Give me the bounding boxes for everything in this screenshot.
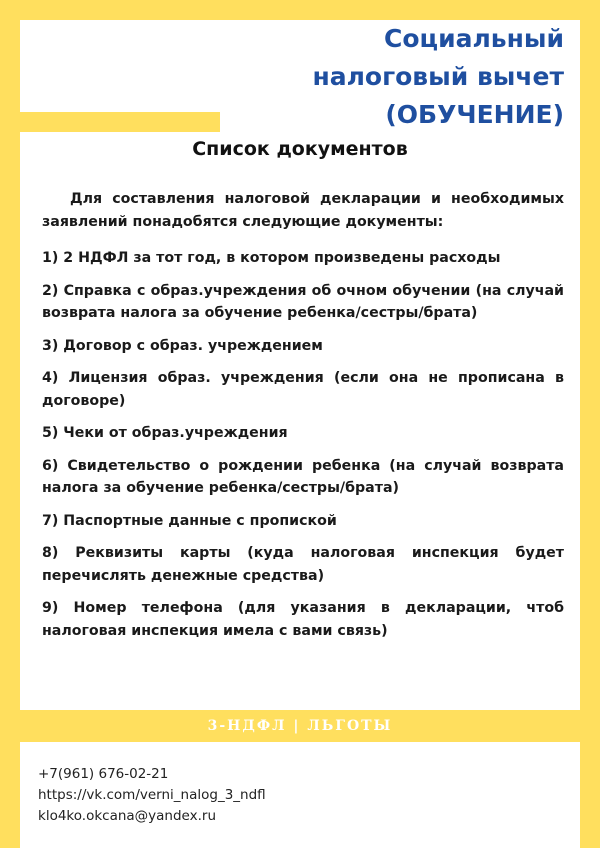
list-item: 8) Реквизиты карты (куда налоговая инспекция будет перечислять денежные средства): [42, 545, 564, 584]
list-item: 3) Договор с образ. учреждением: [42, 337, 323, 354]
subtitle: Список документов: [192, 138, 408, 160]
decorative-notch: [20, 112, 220, 132]
document-list: [42, 188, 564, 652]
email-link[interactable]: klo4ko.okcana@yandex.ru: [38, 808, 217, 824]
list-item: 9) Номер телефона (для указания в декларации, чтоб налоговая инспекция имела с вами связь): [42, 600, 564, 639]
list-item: 7) Паспортные данные с пропиской: [42, 512, 337, 529]
list-item: 6) Свидетельство о рождении ребенка (на случай возврата налога за обучение ребенка/сестры/брата): [42, 457, 564, 496]
title-line-1: Социальный: [384, 24, 564, 53]
brand-banner: 3-НДФЛ | ЛЬГОТЫ: [207, 718, 393, 734]
list-item: 2) Справка с образ.учреждения об очном обучении (на случай возврата налога за обучение ребенка/сестры/брата): [42, 282, 564, 321]
title-line-2: налоговый вычет: [312, 62, 564, 91]
intro-text: Для составления налоговой декларации и необходимых заявлений понадобятся следующие документы:: [42, 191, 564, 230]
list-item: 5) Чеки от образ.учреждения: [42, 425, 288, 441]
contacts-block: [38, 764, 266, 827]
list-item: 4) Лицензия образ. учреждения (если она не прописана в договоре): [42, 370, 564, 409]
title-line-3: (ОБУЧЕНИЕ): [385, 100, 564, 129]
list-item: 1) 2 НДФЛ за тот год, в котором произведены расходы: [42, 250, 501, 266]
page-title: [234, 20, 564, 134]
phone-text[interactable]: +7(961) 676-02-21: [38, 766, 169, 782]
vk-link[interactable]: https://vk.com/verni_nalog_3_ndfl: [38, 787, 266, 803]
